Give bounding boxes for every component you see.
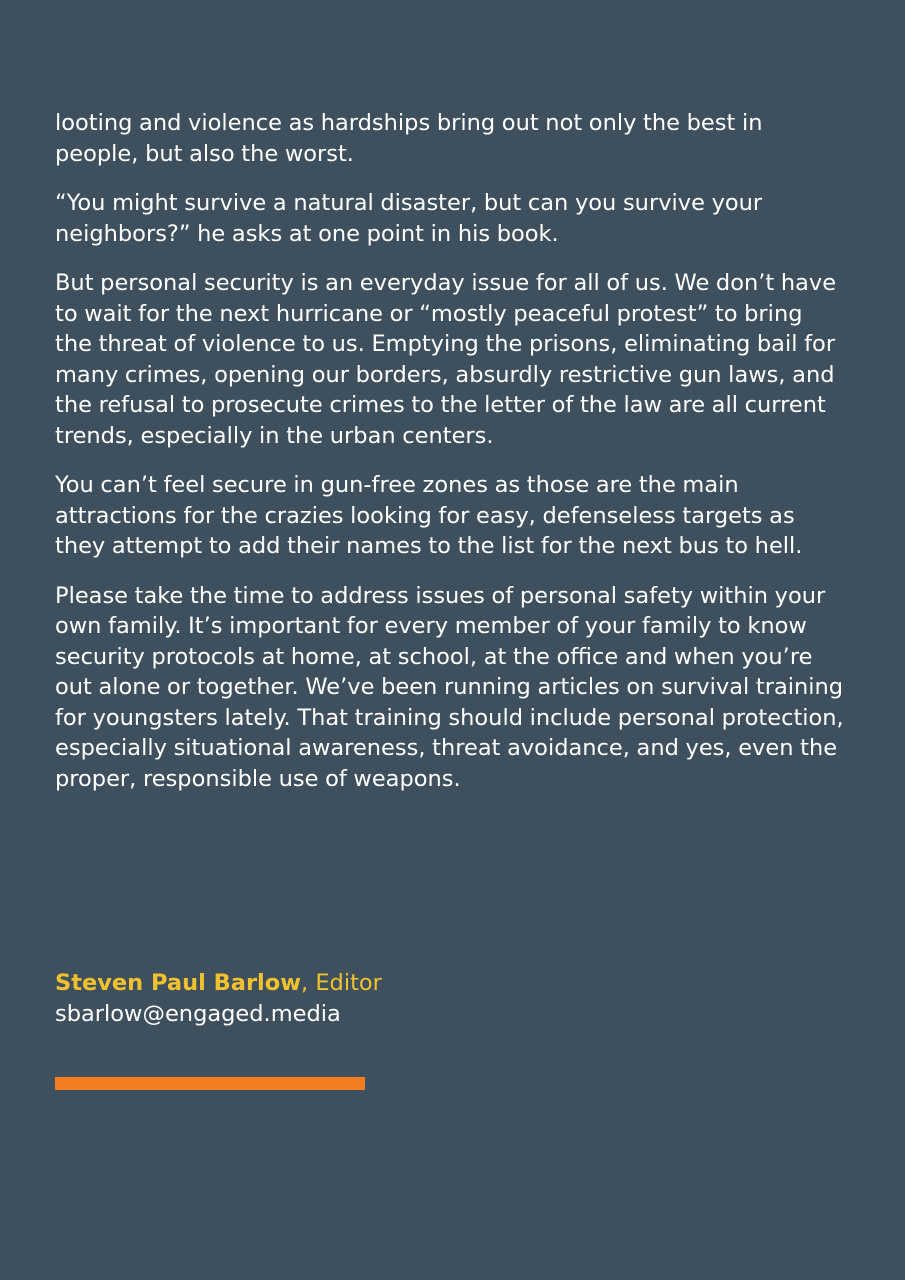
editor-email: sbarlow@engaged.media <box>55 1000 341 1027</box>
paragraph-1: looting and violence as hardships bring out not only the best in people, but also the worst. <box>55 110 763 167</box>
accent-rule <box>55 1077 365 1090</box>
paragraph-4: You can’t feel secure in gun-free zones as those are the main attractions for the crazies looking for easy, defenseless targets as they attempt to add their names to the list for the next bus to hell. <box>55 472 803 559</box>
editor-signature <box>55 968 655 1029</box>
paragraph-3: But personal security is an everyday issue for all of us. We don’t have to wait for the next hurricane or “mostly peaceful protest” to bring the threat of violence to us. Emptying the prisons, eliminating bail for many crimes, opening our borders, absurdly restrictive gun laws, and the refusal to prosecute crimes to the letter of the law are all current trends, especially in the urban centers. <box>55 270 837 449</box>
editor-byline <box>55 968 655 999</box>
editor-title: , Editor <box>301 970 382 996</box>
paragraph-2: “You might survive a natural disaster, but can you survive your neighbors?” he asks at one point in his book. <box>55 190 763 247</box>
paragraph-5: Please take the time to address issues of personal safety within your own family. It’s important for every member of your family to know security protocols at home, at school, at the office and when you’re out alone or together. We’ve been running articles on survival training for youngsters lately. That training should include personal protection, especially situational awareness, threat avoidance, and yes, even the proper, responsible use of weapons. <box>55 582 844 792</box>
article-body <box>55 108 845 813</box>
editor-name: Steven Paul Barlow <box>55 970 302 996</box>
